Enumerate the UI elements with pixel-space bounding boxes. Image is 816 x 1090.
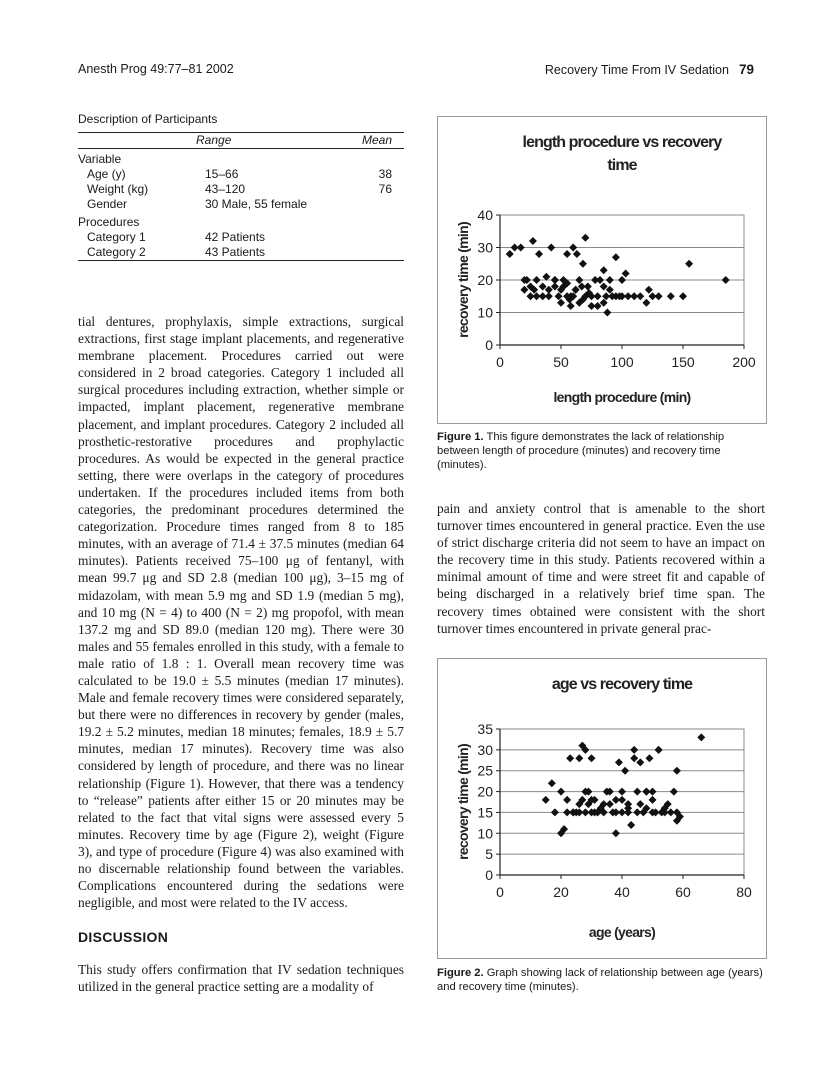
x-tick-label: 0 xyxy=(496,354,504,370)
data-point xyxy=(548,779,556,787)
journal-citation: Anesth Prog 49:77–81 2002 xyxy=(78,62,234,76)
data-point xyxy=(588,754,596,762)
data-point xyxy=(579,260,587,268)
data-point xyxy=(618,788,626,796)
page-number: 79 xyxy=(738,62,754,77)
chart-title: length procedure vs recovery xyxy=(522,134,722,151)
data-point xyxy=(630,754,638,762)
figure-2-caption xyxy=(437,966,767,994)
y-tick-label: 15 xyxy=(477,804,493,821)
y-tick-label: 5 xyxy=(485,846,493,863)
row-label: Weight (kg) xyxy=(87,182,149,196)
data-point xyxy=(636,800,644,808)
body-text-left: tial dentures, prophylaxis, simple extractions, surgical extractions, first stage implant placements, and regenerative membrane placement. Procedures carried out were considered in 2 broad categories. Category 1 included all surgical procedures including extraction, whether simple or impacted, implant placement, regenerative membrane placement, and implant procedures. Category 2 included all prosthetic-restorative procedures and prophylactic procedures. As would be expected in the general practice setting, there were overlaps in the category of procedures undertaken. If the procedures included items from both categories, the predominant procedures determined the categorization. Procedure times ranged from 8 to 185 minutes, with an average of 71.4 ± 37.5 minutes (median 64 minutes). Patients received 75–100 μg of fentanyl, with mean 99.7 μg and SD 2.8 (median 100 μg), 3–15 mg of midazolam, with mean 5.9 mg and SD 1.9 (median 5 mg), and 10 mg (N = 4) to 400 (N = 2) mg propofol, with mean 137.2 mg and SD 89.0 (median 120 mg). There were 30 males and 55 females enrolled in this study, with a female to male ratio of 1.8 : 1. Overall mean recovery time was calculated to be 19.0 ± 5.5 minutes (median 17 minutes). Male and female recovery times were considered separately, but there were no differences in recovery by gender (males, 19.2 ± 5.2 minutes, median 18 minutes; females, 18.9 ± 5.7 minutes, median 17 minutes). Recovery time was also considered by length of procedure, and there was no linear relationship (Figure 1). However, that there was a tendency to “release” patients after either 15 or 20 minutes may be related to the fact that vital signs were assessed every 5 minutes. Recovery time by age (Figure 2), weight (Figure 3), and type of procedure (Figure 4) was also examined with no discernable relationship found between the variables. Complications encountered during the sedations were negligible, and most were related to the IV access. xyxy=(78,314,404,911)
participants-body xyxy=(78,149,404,260)
data-point xyxy=(697,733,705,741)
x-tick-label: 100 xyxy=(610,354,634,370)
y-tick-label: 0 xyxy=(485,867,493,883)
row-label: Category 2 xyxy=(87,245,146,259)
scatter-chart-age xyxy=(438,659,766,958)
data-point xyxy=(535,250,543,258)
x-axis-label: length procedure (min) xyxy=(553,389,691,405)
data-point xyxy=(630,746,638,754)
data-point xyxy=(685,260,693,268)
table-row xyxy=(78,182,404,197)
data-point xyxy=(667,292,675,300)
data-point xyxy=(603,309,611,317)
data-point xyxy=(642,299,650,307)
table-row xyxy=(78,245,404,260)
figure-1-text: This figure demonstrates the lack of relationship between length of procedure (minutes) and recovery time (minutes). xyxy=(437,431,725,471)
data-point xyxy=(529,237,537,245)
data-point xyxy=(575,754,583,762)
y-tick-label: 10 xyxy=(477,304,493,321)
data-point xyxy=(542,796,550,804)
table-row xyxy=(78,230,404,245)
y-tick-label: 25 xyxy=(477,762,493,779)
row-range: 15–66 xyxy=(205,167,239,181)
data-point xyxy=(633,788,641,796)
discussion-heading: DISCUSSION xyxy=(78,929,169,945)
data-point xyxy=(627,821,635,829)
data-point xyxy=(673,767,681,775)
table-row xyxy=(78,167,404,182)
data-point xyxy=(566,754,574,762)
data-point xyxy=(557,299,565,307)
data-point xyxy=(584,283,592,291)
x-axis-label: age (years) xyxy=(588,924,656,940)
participants-table xyxy=(78,112,404,261)
header-blank-cell xyxy=(78,133,196,148)
data-point xyxy=(596,276,604,284)
data-point xyxy=(722,276,730,284)
row-range: 43–120 xyxy=(205,182,246,196)
x-tick-label: 200 xyxy=(732,354,756,370)
figure-1-chart xyxy=(437,116,767,424)
table-row xyxy=(78,197,404,212)
participants-grid xyxy=(78,133,404,148)
data-point xyxy=(606,276,614,284)
y-tick-label: 40 xyxy=(477,207,493,223)
y-axis-label: recovery time (min) xyxy=(455,744,471,860)
row-range: 30 Male, 55 female xyxy=(205,197,308,211)
data-point xyxy=(573,250,581,258)
y-tick-label: 20 xyxy=(477,783,493,800)
data-point xyxy=(621,767,629,775)
data-point xyxy=(615,758,623,766)
figure-2-text: Graph showing lack of relationship between age (years) and recovery time (minutes). xyxy=(437,967,763,993)
row-range: 42 Patients xyxy=(205,230,266,244)
data-point xyxy=(533,292,541,300)
y-tick-label: 10 xyxy=(477,825,493,842)
data-point xyxy=(645,754,653,762)
data-point xyxy=(575,276,583,284)
figure-2-chart xyxy=(437,658,767,959)
y-tick-label: 35 xyxy=(477,721,493,737)
figure-1-label: Figure 1. xyxy=(437,431,484,443)
scatter-chart-procedure xyxy=(438,117,766,423)
x-tick-label: 20 xyxy=(553,884,569,900)
y-tick-label: 30 xyxy=(477,741,493,758)
table-bottom-rule xyxy=(78,260,404,261)
chart-title: time xyxy=(607,157,637,174)
data-point xyxy=(612,253,620,261)
data-point xyxy=(563,250,571,258)
data-point xyxy=(624,804,632,812)
table-header-row xyxy=(78,133,404,148)
row-label: Age (y) xyxy=(87,167,126,181)
header-mean: Mean xyxy=(361,133,392,147)
table-caption: Description of Participants xyxy=(78,112,218,126)
discussion-text: This study offers confirmation that IV sedation techniques utilized in the general practice setting are a modality of xyxy=(78,962,404,995)
chart-title: age vs recovery time xyxy=(551,676,693,693)
data-point xyxy=(533,276,541,284)
data-point xyxy=(649,796,657,804)
data-point xyxy=(551,276,559,284)
data-point xyxy=(618,276,626,284)
data-point xyxy=(581,234,589,242)
data-point xyxy=(563,796,571,804)
section-procedures: Procedures xyxy=(78,215,140,229)
x-tick-label: 150 xyxy=(671,354,695,370)
data-point xyxy=(517,244,525,252)
row-mean xyxy=(355,230,404,245)
x-tick-label: 60 xyxy=(675,884,691,900)
data-point xyxy=(555,292,563,300)
y-tick-label: 0 xyxy=(485,337,493,353)
data-point xyxy=(622,270,630,278)
x-tick-label: 40 xyxy=(614,884,630,900)
data-point xyxy=(679,292,687,300)
figure-1-caption xyxy=(437,430,767,472)
data-point xyxy=(655,292,663,300)
data-point xyxy=(569,244,577,252)
data-point xyxy=(642,788,650,796)
y-tick-label: 20 xyxy=(477,272,493,288)
row-mean: 38 xyxy=(378,167,392,181)
data-point xyxy=(551,808,559,816)
data-point xyxy=(618,796,626,804)
data-point xyxy=(547,244,555,252)
section-variable: Variable xyxy=(78,152,122,166)
row-label: Category 1 xyxy=(87,230,146,244)
running-title: Recovery Time From IV Sedation xyxy=(544,63,729,77)
data-point xyxy=(655,746,663,754)
y-tick-label: 30 xyxy=(477,239,493,256)
data-point xyxy=(612,829,620,837)
body-text-right: pain and anxiety control that is amenable to the short turnover times encountered in general practice. Even the use of strict discharge criteria did not seem to have an impact on the recovery time in this study. Patients recovered within a minimal amount of time and were street fit and capable of being discharged in a relatively brief time span. The recovery times obtained were consistent with the short turnover times encountered in private general prac- xyxy=(437,501,765,636)
row-range: 43 Patients xyxy=(205,245,266,259)
data-point xyxy=(645,286,653,294)
data-point xyxy=(506,250,514,258)
x-tick-label: 80 xyxy=(736,884,752,900)
data-point xyxy=(630,292,638,300)
data-point xyxy=(557,788,565,796)
data-point xyxy=(594,292,602,300)
data-point xyxy=(567,302,575,310)
row-mean: 76 xyxy=(378,182,392,196)
row-mean xyxy=(355,197,404,212)
x-tick-label: 50 xyxy=(553,354,569,370)
data-point xyxy=(636,758,644,766)
row-label: Gender xyxy=(87,197,128,211)
data-point xyxy=(600,266,608,274)
figure-2-label: Figure 2. xyxy=(437,967,484,979)
row-mean xyxy=(355,245,404,260)
y-axis-label: recovery time (min) xyxy=(455,222,471,338)
header-range: Range xyxy=(196,133,232,147)
running-header xyxy=(545,62,754,77)
data-point xyxy=(670,788,678,796)
x-tick-label: 0 xyxy=(496,884,504,900)
